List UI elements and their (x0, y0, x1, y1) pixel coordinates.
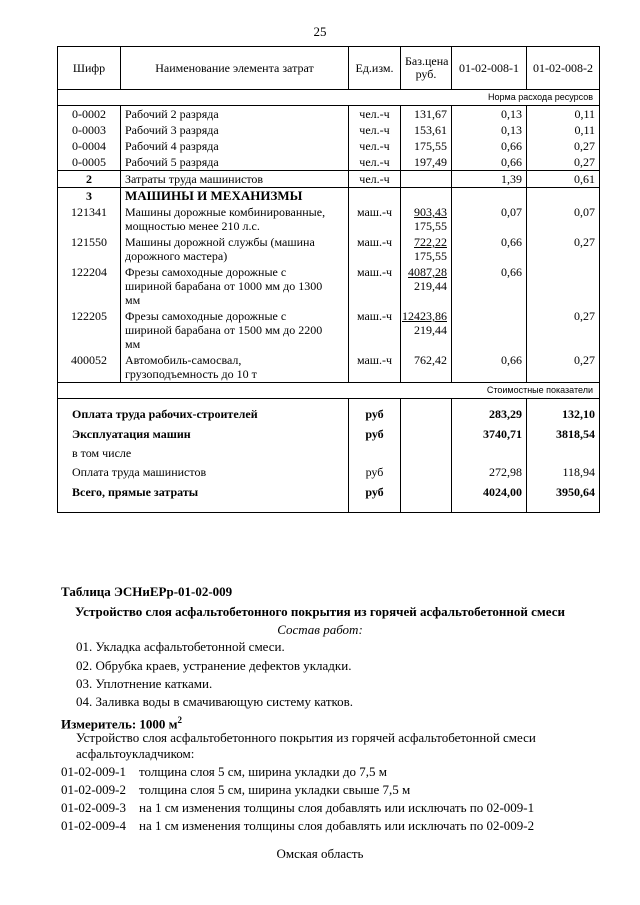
table-header-row (58, 47, 600, 90)
cell-value-2: 0,11 (527, 106, 600, 123)
cell-value-2 (527, 264, 600, 308)
table-row (58, 171, 600, 188)
cell-name: Машины дорожной службы (машина дорожного мастера) (121, 234, 349, 264)
column-header: Наименование элемента затрат (121, 47, 349, 90)
cell-price: 12423,86 219,44 (401, 308, 452, 352)
cell-value-1: 0,66 (452, 264, 527, 308)
cost-value-1: 283,29 (452, 406, 527, 422)
page-number: 25 (313, 24, 327, 39)
cell-value-1: 0,13 (452, 122, 527, 138)
cost-value-2: 3818,54 (527, 422, 600, 442)
cell-code: 400052 (58, 352, 121, 383)
cell-value-1: 0,66 (452, 352, 527, 383)
cell-value-2: 0,07 (527, 204, 600, 234)
cell-name: Фрезы самоходные дорожные с шириной барабана от 1000 мм до 1300 мм (121, 264, 349, 308)
cell-value-2: 0,27 (527, 234, 600, 264)
cost-value-1: 272,98 (452, 461, 527, 480)
cell-value-1: 0,66 (452, 138, 527, 154)
cost-row (58, 461, 600, 480)
cell-name: Затраты труда машинистов (121, 171, 349, 188)
band-row (58, 383, 600, 399)
table-row (58, 138, 600, 154)
cost-unit: руб (349, 461, 401, 480)
cell-unit: чел.-ч (349, 171, 401, 188)
column-header: 01-02-008-1 (452, 47, 527, 90)
cell-name: Рабочий 5 разряда (121, 154, 349, 171)
cost-name: Всего, прямые затраты (58, 480, 349, 513)
cell-price: 131,67 (401, 106, 452, 123)
cost-row (58, 406, 600, 422)
cell-value-1: 1,39 (452, 171, 527, 188)
band-row (58, 90, 600, 106)
meter-label: Измеритель: 1000 $м^2$ (61, 715, 183, 732)
table-row (58, 234, 600, 264)
cost-value-2: 118,94 (527, 461, 600, 480)
cell-code: 121550 (58, 234, 121, 264)
cell-price: 903,43 175,55 (401, 204, 452, 234)
cell-code: 0-0004 (58, 138, 121, 154)
cell-value-2: 0,61 (527, 171, 600, 188)
cell-code: 121341 (58, 204, 121, 234)
page-footer: Омская область (276, 846, 364, 861)
cost-row (58, 480, 600, 513)
cell-price: 762,42 (401, 352, 452, 383)
cell-name: Автомобиль-самосвал, грузоподъемность до 10 т (121, 352, 349, 383)
resource-table (57, 46, 600, 513)
cost-value-2: 132,10 (527, 406, 600, 422)
cell-value-2: 0,27 (527, 154, 600, 171)
cost-name: в том числе (58, 442, 349, 461)
cell-code: 2 (58, 171, 121, 188)
cell-code: 0-0002 (58, 106, 121, 123)
cell-code: 0-0003 (58, 122, 121, 138)
cell-value-2: 0,27 (527, 138, 600, 154)
cost-name: Оплата труда машинистов (58, 461, 349, 480)
work-item: 02. Обрубка краев, устранение дефектов укладки. (76, 658, 352, 673)
cell-price (401, 171, 452, 188)
table-row (58, 106, 600, 123)
cell-value-2: 0,27 (527, 308, 600, 352)
band-norm-label: Норма расхода ресурсов (58, 90, 600, 106)
cell-name: Машины дорожные комбинированные, мощностью менее 210 л.с. (121, 204, 349, 234)
cell-name: МАШИНЫ И МЕХАНИЗМЫ (121, 188, 349, 205)
cell-price: 153,61 (401, 122, 452, 138)
cost-name: Оплата труда рабочих-строителей (58, 406, 349, 422)
cost-value-1: 4024,00 (452, 480, 527, 513)
cell-code: 122204 (58, 264, 121, 308)
description-line: асфальтоукладчиком: (76, 746, 195, 761)
cost-value-1: 3740,71 (452, 422, 527, 442)
work-item: 04. Заливка воды в смачивающую систему катков. (76, 694, 354, 709)
column-header: Ед.изм. (349, 47, 401, 90)
cell-name: Рабочий 3 разряда (121, 122, 349, 138)
cell-unit: чел.-ч (349, 154, 401, 171)
band-cost-label: Стоимостные показатели (58, 383, 600, 399)
cell-unit: маш.-ч (349, 234, 401, 264)
work-title: Состав работ: (277, 622, 363, 637)
cell-code: 0-0005 (58, 154, 121, 171)
cost-row (58, 442, 600, 461)
list-item: 01-02-009-3 на 1 см изменения толщины слоя добавлять или исключать по 02-009-1 (61, 800, 535, 815)
cell-value-2: 0,27 (527, 352, 600, 383)
list-item: 01-02-009-2 толщина слоя 5 см, ширина укладки свыше 7,5 м (61, 782, 411, 797)
cell-name: Рабочий 4 разряда (121, 138, 349, 154)
cell-value-2: 0,11 (527, 122, 600, 138)
cell-unit: маш.-ч (349, 308, 401, 352)
description-line: Устройство слоя асфальтобетонного покрытия из горячей асфальтобетонной смеси (76, 730, 536, 745)
cost-unit: руб (349, 406, 401, 422)
table-row (58, 188, 600, 205)
column-header: 01-02-008-2 (527, 47, 600, 90)
cost-value-2: 3950,64 (527, 480, 600, 513)
cell-price: 175,55 (401, 138, 452, 154)
cost-row (58, 422, 600, 442)
table-row (58, 264, 600, 308)
table-title: Таблица ЭСНиЕРр-01-02-009 (61, 584, 233, 599)
list-item: 01-02-009-1 толщина слоя 5 см, ширина укладки до 7,5 м (61, 764, 387, 779)
cell-value-1: 0,66 (452, 154, 527, 171)
cell-value-1 (452, 308, 527, 352)
table-row (58, 352, 600, 383)
work-item: 03. Уплотнение катками. (76, 676, 213, 691)
table-row (58, 122, 600, 138)
cell-price: 197,49 (401, 154, 452, 171)
cell-value-1: 0,66 (452, 234, 527, 264)
list-item: 01-02-009-4 на 1 см изменения толщины слоя добавлять или исключать по 02-009-2 (61, 818, 535, 833)
section-heading: Устройство слоя асфальтобетонного покрытия из горячей асфальтобетонной смеси (75, 604, 565, 619)
cell-code: 122205 (58, 308, 121, 352)
cell-name: Фрезы самоходные дорожные с шириной барабана от 1500 мм до 2200 мм (121, 308, 349, 352)
column-header: Баз.цена руб. (401, 47, 452, 90)
column-header: Шифр (58, 47, 121, 90)
cell-unit: маш.-ч (349, 352, 401, 383)
cell-value-1: 0,13 (452, 106, 527, 123)
table-row (58, 308, 600, 352)
cell-unit: чел.-ч (349, 138, 401, 154)
cost-unit: руб (349, 422, 401, 442)
cell-unit: маш.-ч (349, 204, 401, 234)
cost-unit: руб (349, 480, 401, 513)
table-row (58, 154, 600, 171)
cost-name: Эксплуатация машин (58, 422, 349, 442)
cell-price: 722,22 175,55 (401, 234, 452, 264)
table-row (58, 204, 600, 234)
cell-unit: чел.-ч (349, 106, 401, 123)
work-item: 01. Укладка асфальтобетонной смеси. (76, 639, 285, 654)
cell-value-1: 0,07 (452, 204, 527, 234)
cell-name: Рабочий 2 разряда (121, 106, 349, 123)
cell-code: 3 (58, 188, 121, 205)
cell-unit: чел.-ч (349, 122, 401, 138)
cell-price: 4087,28 219,44 (401, 264, 452, 308)
cell-unit: маш.-ч (349, 264, 401, 308)
